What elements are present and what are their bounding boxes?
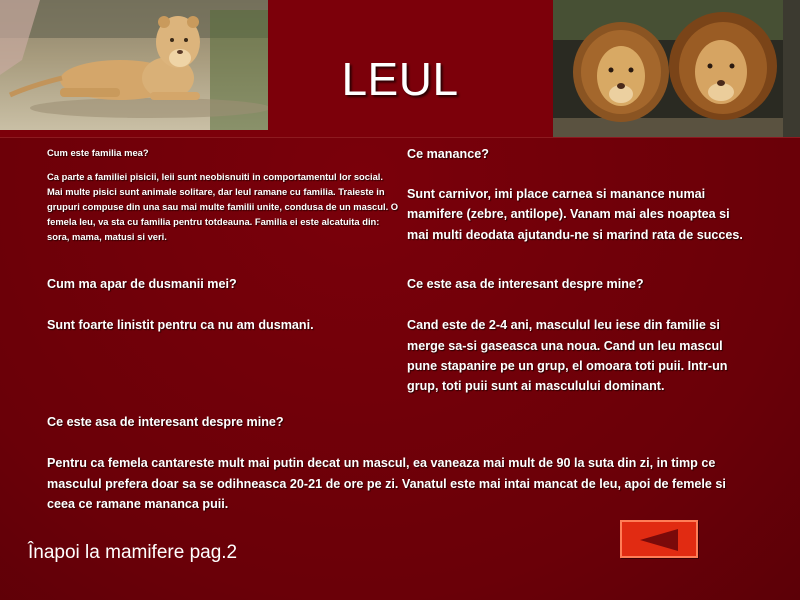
interesting-line: Pentru ca femela cantareste mult mai putin decat un mascul, ea vaneaza mai mult de 90 la suta din zi, in timp ce [47, 456, 716, 470]
food-line: Sunt carnivor, imi place carnea si manance numai [407, 187, 706, 201]
back-button[interactable] [620, 520, 698, 558]
defense-text: Sunt foarte linistit pentru ca nu am dusmani. [47, 318, 314, 332]
food-line: mai multi deodata ajutandu-ne si marind rata de succes. [407, 228, 743, 242]
family-line: Ca parte a familiei pisicii, leii sunt neobisnuiti in comportamentul lor social. [47, 171, 384, 182]
header-divider [0, 137, 800, 138]
left-arrow-icon [638, 528, 680, 552]
interesting-heading: Ce este asa de interesant despre mine? [47, 415, 284, 429]
interesting-line: masculul prefera doar sa se odihneasca 20-21 de ore pe zi. Vanatul este mai intai mancat de leu, apoi de femele si [47, 477, 726, 491]
interesting-line: merge sa-si gaseasca una noua. Cand un leu mascul [407, 339, 723, 353]
interesting-line: pune stapanire pe un grup, el omoara toti puii. Intr-un [407, 359, 728, 373]
family-line: sora, mama, matusi si veri. [47, 231, 167, 242]
food-heading: Ce manance? [407, 147, 489, 161]
interesting-line: ceea ce ramane mananca puii. [47, 497, 229, 511]
interesting-heading: Ce este asa de interesant despre mine? [407, 277, 644, 291]
family-heading: Cum este familia mea? [47, 147, 149, 158]
family-line: Mai multe pisici sunt animale solitare, dar leul ramane cu familia. Traieste in [47, 186, 385, 197]
back-to-mammals-link[interactable]: Înapoi la mamifere pag.2 [28, 542, 238, 563]
interesting-line: grup, toti puii sunt ai masculului dominant. [407, 379, 665, 393]
family-line: femela leu, va sta cu familia pentru totdeauna. Familia ei este alcatuita din: [47, 216, 380, 227]
family-line: grupuri compuse din una sau mai multe familii unite, condusa de un mascul. O [47, 201, 399, 212]
male-lions-photo [553, 0, 800, 137]
defense-heading: Cum ma apar de dusmanii mei? [47, 277, 237, 291]
food-line: mamifere (zebre, antilope). Vanam mai ales noaptea si [407, 207, 730, 221]
page-title: LEUL [341, 53, 459, 105]
interesting-line: Cand este de 2-4 ani, masculul leu iese din familie si [407, 318, 720, 332]
lioness-photo [0, 0, 268, 130]
